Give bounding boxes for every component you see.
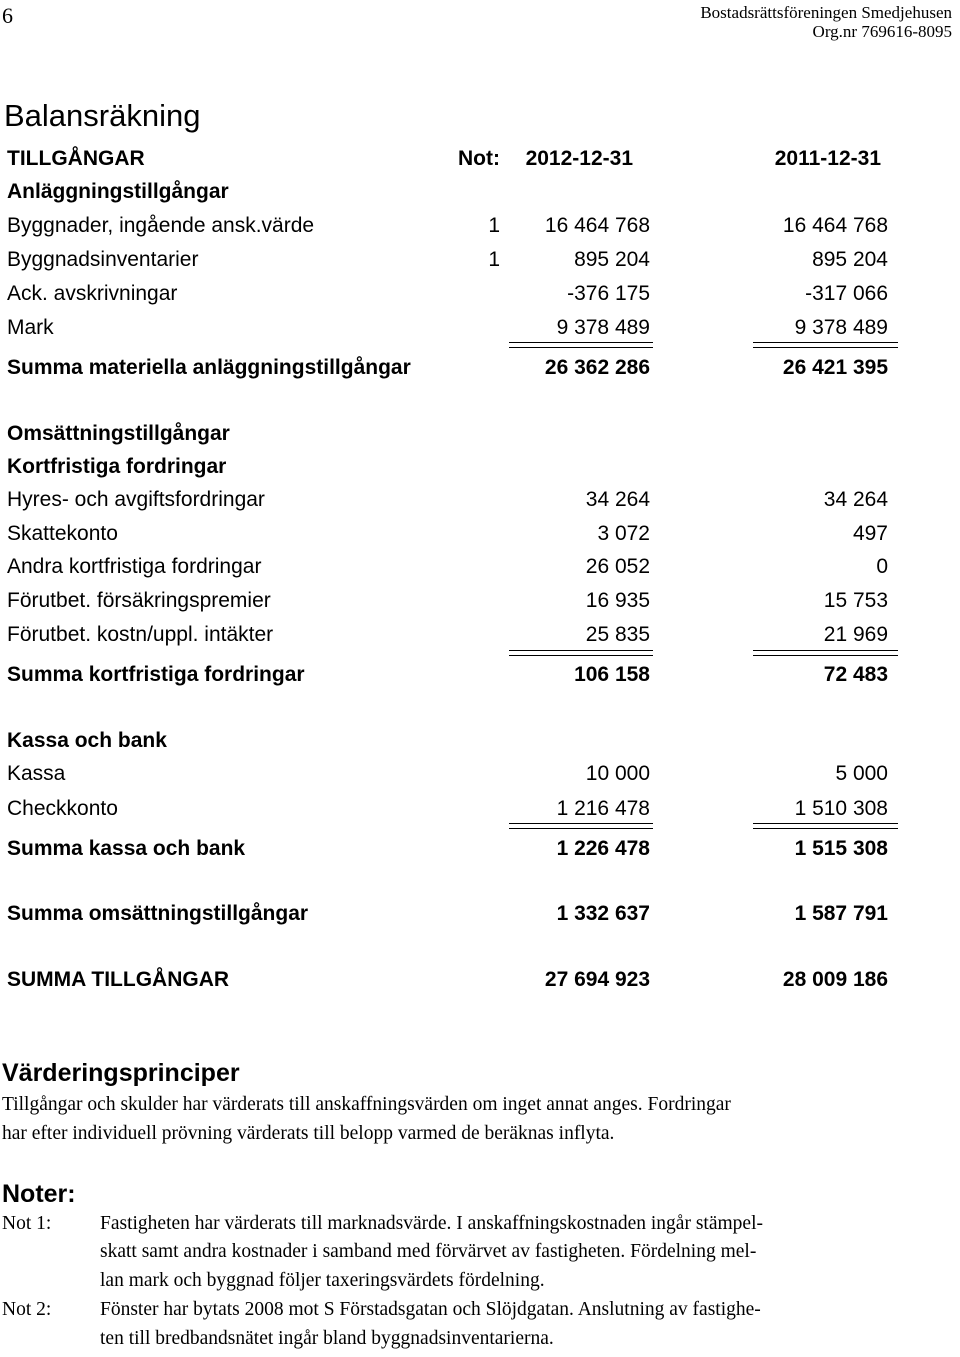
note-text-line: skatt samt andra kostnader i samband med förvärvet av fastigheten. Fördelning mel- (100, 1241, 757, 1262)
valuation-text-line: Tillgångar och skulder har värderats till anskaffningsvärden om inget annat anges. Fordringar (2, 1094, 731, 1115)
row-value-2011: -317 066 (805, 282, 888, 305)
row-value-2012: 25 835 (585, 623, 650, 646)
subtotal-row (0, 356, 960, 390)
table-row (0, 555, 960, 589)
row-value-2012: 27 694 923 (544, 968, 650, 991)
row-label: Summa materiella anläggningstillgångar (7, 356, 411, 379)
row-value-2012: 3 072 (597, 522, 650, 545)
total-row (0, 902, 960, 936)
row-value-2011: 497 (852, 522, 888, 545)
table-row (0, 180, 960, 214)
row-label: Hyres- och avgiftsfordringar (7, 488, 265, 511)
row-label: Omsättningstillgångar (7, 422, 230, 445)
row-value-2011: 1 587 791 (794, 902, 888, 925)
row-value-2011: 72 483 (823, 663, 888, 686)
row-value-2012: 9 378 489 (556, 316, 650, 339)
row-label: Checkkonto (7, 797, 118, 820)
table-row (0, 422, 960, 456)
page-title: Balansräkning (4, 98, 201, 133)
row-label: Mark (7, 316, 54, 339)
row-value-2011: 5 000 (835, 762, 888, 785)
row-value-2011: 16 464 768 (782, 214, 888, 237)
note-text-line: Fönster har bytats 2008 mot S Förstadsgatan och Slöjdgatan. Anslutning av fastighe- (100, 1299, 761, 1320)
row-value-2012: 10 000 (585, 762, 650, 785)
row-value-2011: 26 421 395 (782, 356, 888, 379)
table-row (0, 488, 960, 522)
row-value-2012: 16 464 768 (544, 214, 650, 237)
row-value-2011: 15 753 (823, 589, 888, 612)
header-col-2011: 2011-12-31 (774, 147, 881, 170)
note-label: Not 2: (2, 1299, 52, 1320)
row-value-2011: 0 (876, 555, 888, 578)
row-value-2012: -376 175 (567, 282, 650, 305)
org-number: Org.nr 769616-8095 (812, 22, 952, 41)
org-name: Bostadsrättsföreningen Smedjehusen (700, 3, 952, 22)
header-note: Not: (458, 147, 500, 170)
row-value-2011: 895 204 (812, 248, 888, 271)
note-label: Not 1: (2, 1213, 52, 1234)
row-value-2012: 1 332 637 (556, 902, 650, 925)
table-row (0, 214, 960, 248)
double-rule (753, 650, 898, 656)
row-label: Anläggningstillgångar (7, 180, 229, 203)
header-label: TILLGÅNGAR (7, 147, 145, 170)
row-label: Summa kassa och bank (7, 837, 246, 860)
row-label: Byggnadsinventarier (7, 248, 199, 271)
row-value-2012: 34 264 (585, 488, 650, 511)
row-label: Ack. avskrivningar (7, 282, 178, 305)
row-label: SUMMA TILLGÅNGAR (7, 968, 230, 991)
table-row (0, 522, 960, 556)
subtotal-row (0, 663, 960, 697)
table-row (0, 729, 960, 763)
table-row (0, 762, 960, 796)
valuation-heading: Värderingsprinciper (2, 1059, 240, 1087)
subtotal-row (0, 837, 960, 871)
double-rule (753, 823, 898, 829)
row-value-2012: 1 226 478 (556, 837, 650, 860)
row-value-2012: 16 935 (585, 589, 650, 612)
row-label: Andra kortfristiga fordringar (7, 555, 262, 578)
row-label: Summa kortfristiga fordringar (7, 663, 305, 686)
double-rule (509, 823, 653, 829)
note-text-line: ten till bredbandsnätet ingår bland byggnadsinventarierna. (100, 1328, 554, 1349)
row-label: Kassa (7, 762, 66, 785)
table-header (0, 147, 960, 181)
row-label: Skattekonto (7, 522, 118, 545)
row-value-2012: 26 052 (585, 555, 650, 578)
table-row (0, 282, 960, 316)
row-note: 1 (488, 248, 500, 271)
row-value-2012: 26 362 286 (544, 356, 650, 379)
row-value-2011: 21 969 (823, 623, 888, 646)
row-note: 1 (488, 214, 500, 237)
row-value-2012: 895 204 (574, 248, 650, 271)
grand-total-row (0, 968, 960, 1002)
row-label: Kortfristiga fordringar (7, 455, 227, 478)
table-row (0, 455, 960, 489)
row-value-2011: 9 378 489 (794, 316, 888, 339)
row-value-2011: 34 264 (823, 488, 888, 511)
table-row (0, 248, 960, 282)
row-label: Förutbet. försäkringspremier (7, 589, 271, 612)
row-label: Summa omsättningstillgångar (7, 902, 309, 925)
row-label: Kassa och bank (7, 729, 167, 752)
valuation-text-line: har efter individuell prövning värderats till belopp varmed de beräknas inflyta. (2, 1123, 615, 1144)
row-label: Förutbet. kostn/uppl. intäkter (7, 623, 274, 646)
double-rule (509, 342, 653, 348)
table-row (0, 589, 960, 623)
row-value-2011: 28 009 186 (782, 968, 888, 991)
row-value-2011: 1 510 308 (794, 797, 888, 820)
header-col-2012: 2012-12-31 (525, 147, 633, 170)
page-number: 6 (2, 3, 13, 28)
notes-heading: Noter: (2, 1180, 76, 1208)
row-label: Byggnader, ingående ansk.värde (7, 214, 315, 237)
note-text-line: Fastigheten har värderats till marknadsvärde. I anskaffningskostnaden ingår stämpel- (100, 1213, 763, 1234)
row-value-2012: 106 158 (574, 663, 650, 686)
row-value-2011: 1 515 308 (794, 837, 888, 860)
note-text-line: lan mark och byggnad följer taxeringsvärdets fördelning. (100, 1270, 545, 1291)
row-value-2012: 1 216 478 (556, 797, 650, 820)
double-rule (509, 650, 653, 656)
double-rule (753, 342, 898, 348)
